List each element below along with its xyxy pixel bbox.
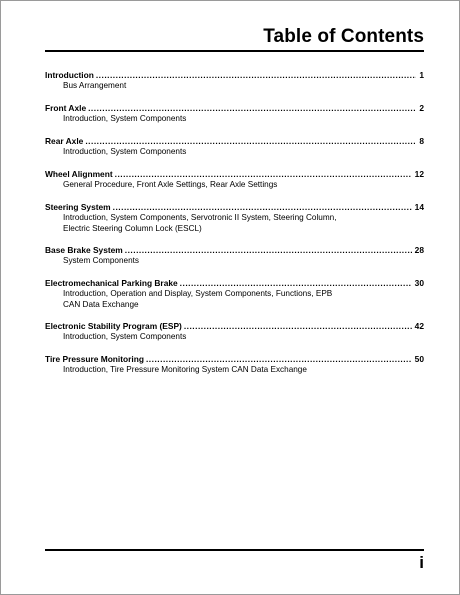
toc-entry-line [45, 278, 424, 289]
toc-entry-subtopics: Bus Arrangement [63, 81, 127, 90]
toc-entry-line [45, 136, 424, 147]
toc-entry-subtopics: Introduction, System Components [63, 114, 187, 123]
toc-entry-title[interactable]: Tire Pressure Monitoring [45, 354, 144, 364]
toc-entry-line [45, 103, 424, 114]
toc-entry-subtopics: Introduction, System Components [63, 147, 187, 156]
toc-dot-leader [146, 354, 412, 365]
toc-entry-page[interactable]: 2 [419, 103, 424, 113]
toc-entry-line [45, 169, 424, 180]
toc-entry-rear-axle[interactable] [45, 136, 424, 169]
toc-entry-base-brake-system[interactable] [45, 245, 424, 278]
table-of-contents [45, 70, 424, 387]
toc-entry-title[interactable]: Rear Axle [45, 136, 84, 146]
toc-entry-introduction[interactable] [45, 70, 424, 103]
toc-entry-title[interactable]: Electronic Stability Program (ESP) [45, 321, 182, 331]
toc-entry-subtopics: General Procedure, Front Axle Settings, Rear Axle Settings [63, 180, 278, 189]
toc-entry-title[interactable]: Wheel Alignment [45, 169, 113, 179]
page-title: Table of Contents [263, 26, 424, 47]
toc-entry-subtopics: Introduction, Operation and Display, System Components, Functions, EPB [63, 289, 333, 298]
toc-entry-title[interactable]: Electromechanical Parking Brake [45, 278, 178, 288]
toc-entry-page[interactable]: 1 [419, 70, 424, 80]
toc-entry-title[interactable]: Introduction [45, 70, 94, 80]
toc-entry-wheel-alignment[interactable] [45, 169, 424, 202]
toc-entry-page[interactable]: 42 [414, 321, 424, 331]
toc-entry-page[interactable]: 28 [414, 245, 424, 255]
toc-entry-electronic-stability-program[interactable] [45, 321, 424, 354]
toc-dot-leader [115, 169, 412, 180]
toc-dot-leader [85, 136, 416, 147]
footer-rule [45, 549, 424, 551]
toc-entry-tire-pressure-monitoring[interactable] [45, 354, 424, 387]
toc-entry-line [45, 70, 424, 81]
toc-entry-electromechanical-parking-brake[interactable] [45, 278, 424, 321]
toc-dot-leader [113, 202, 412, 213]
toc-entry-subtopics: CAN Data Exchange [63, 299, 139, 309]
toc-entry-front-axle[interactable] [45, 103, 424, 136]
toc-entry-page[interactable]: 50 [414, 354, 424, 364]
toc-entry-subtopics: Introduction, System Components, Servotronic II System, Steering Column, [63, 213, 337, 222]
toc-dot-leader [180, 278, 412, 289]
toc-entry-subtopics: System Components [63, 256, 139, 265]
toc-dot-leader [96, 70, 416, 81]
toc-entry-line [45, 202, 424, 213]
toc-entry-page[interactable]: 30 [414, 278, 424, 288]
toc-entry-line [45, 321, 424, 332]
toc-entry-subtopics: Introduction, Tire Pressure Monitoring System CAN Data Exchange [63, 365, 307, 374]
header-rule [45, 50, 424, 52]
toc-entry-page[interactable]: 12 [414, 169, 424, 179]
toc-entry-line [45, 354, 424, 365]
toc-dot-leader [184, 321, 412, 332]
toc-dot-leader [125, 245, 412, 256]
toc-entry-line [45, 245, 424, 256]
toc-entry-page[interactable]: 8 [419, 136, 424, 146]
toc-entry-steering-system[interactable] [45, 202, 424, 245]
toc-entry-subtopics: Introduction, System Components [63, 332, 187, 341]
toc-dot-leader [88, 103, 416, 114]
toc-entry-title[interactable]: Steering System [45, 202, 111, 212]
toc-entry-title[interactable]: Front Axle [45, 103, 87, 113]
toc-entry-title[interactable]: Base Brake System [45, 245, 123, 255]
footer-page-number: i [419, 553, 424, 572]
toc-entry-subtopics: Electric Steering Column Lock (ESCL) [63, 223, 202, 233]
toc-entry-page[interactable]: 14 [414, 202, 424, 212]
